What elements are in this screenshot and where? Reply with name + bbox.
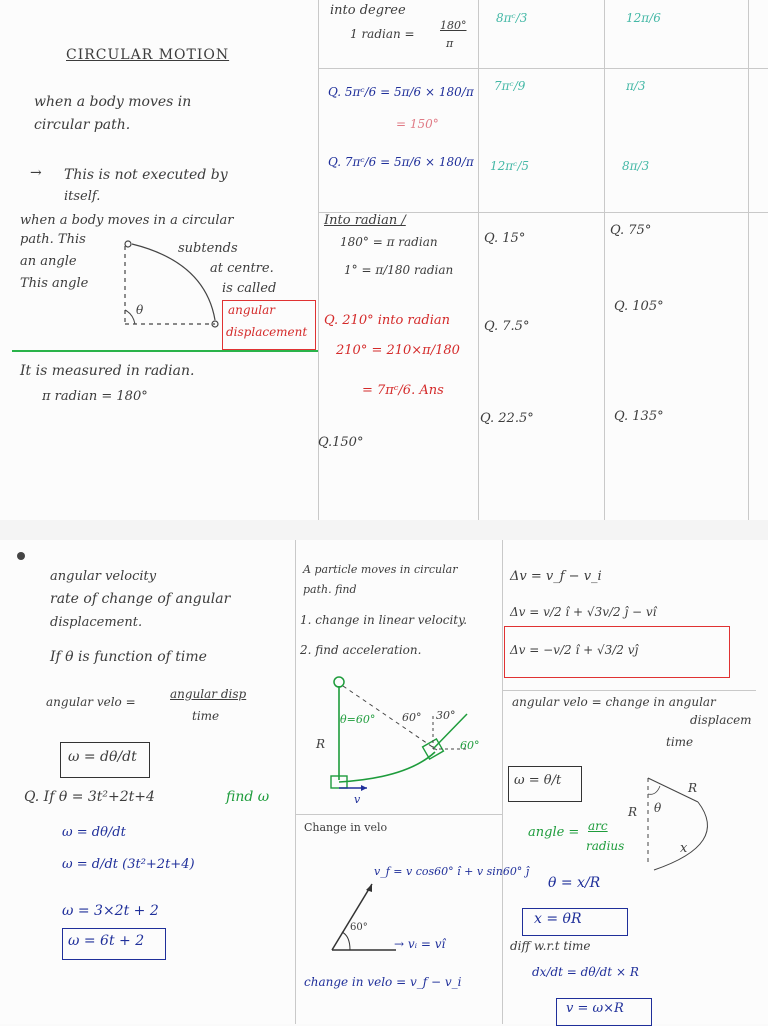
time-denominator: time bbox=[192, 709, 220, 723]
question-75: Q. 75° bbox=[610, 223, 652, 238]
answer-210: = 7πᶜ/6. Ans bbox=[362, 383, 444, 398]
page-title: CIRCULAR MOTION bbox=[66, 47, 230, 63]
question-7pi-6: Q. 7πᶜ/6 = 5π/6 × 180/π bbox=[328, 155, 474, 169]
omega-step: ω = d/dt (3t²+2t+4) bbox=[62, 857, 195, 872]
arc-sector-diagram bbox=[630, 774, 740, 884]
radian-rule: 180° = π radian bbox=[340, 235, 438, 249]
theta-label: θ bbox=[654, 801, 662, 815]
question-105: Q. 105° bbox=[614, 299, 664, 314]
particle-line: A particle moves in circular bbox=[303, 563, 458, 576]
definition-line: an angle bbox=[20, 254, 77, 269]
measured-text: It is measured in radian. bbox=[20, 363, 195, 379]
one-radian-numerator: 180° bbox=[440, 19, 467, 32]
v-omega-r: v = ω×R bbox=[566, 1001, 624, 1016]
teal-fraction: 7πᶜ/9 bbox=[494, 79, 526, 93]
angular-disp-numerator: angular disp bbox=[170, 687, 247, 701]
displacement-word: displacem bbox=[690, 713, 752, 727]
column-divider bbox=[295, 540, 296, 1024]
into-radian-heading: Into radian / bbox=[324, 213, 406, 228]
at-centre-text: at centre. bbox=[210, 261, 274, 276]
question-15: Q. 15° bbox=[484, 231, 526, 246]
theta-x-over-r: θ = x/R bbox=[548, 875, 601, 891]
punch-hole bbox=[17, 552, 25, 560]
differentiate-text: diff w.r.t time bbox=[510, 939, 591, 953]
arc-length-label: x bbox=[680, 841, 688, 856]
definition-line: when a body moves in a circular bbox=[20, 213, 234, 228]
pi-radian-text: π radian = 180° bbox=[42, 389, 148, 404]
into-degree-heading: into degree bbox=[330, 3, 406, 18]
delta-v-step: Δv = v_f − v_i bbox=[510, 569, 602, 584]
velocity-label: v bbox=[354, 793, 361, 806]
radius-word: radius bbox=[586, 839, 625, 853]
note-line: itself. bbox=[64, 189, 101, 204]
intro-line: when a body moves in bbox=[34, 94, 192, 110]
velocity-vector-diagram bbox=[300, 870, 500, 970]
subtends-text: subtends bbox=[178, 241, 238, 256]
theta-60-label: θ=60° bbox=[340, 713, 376, 726]
initial-velocity-equation: → vᵢ = vî bbox=[394, 937, 446, 951]
angular-velocity-heading: angular velocity bbox=[50, 569, 157, 584]
question-7-5: Q. 7.5° bbox=[484, 319, 530, 334]
angle-60-label: 60° bbox=[460, 739, 480, 752]
theta-label: θ bbox=[136, 303, 144, 317]
column-divider bbox=[502, 540, 503, 1024]
radian-rule: 1° = π/180 radian bbox=[344, 263, 454, 277]
angle-30-label: 30° bbox=[436, 709, 456, 722]
arc-word: arc bbox=[588, 819, 608, 833]
delta-v-step: Δv = v/2 î + √3v/2 ĵ − vî bbox=[510, 605, 657, 619]
x-theta-r: x = θR bbox=[534, 911, 582, 927]
definition-line: displacement. bbox=[50, 615, 143, 630]
particle-line: path. find bbox=[303, 583, 357, 596]
displacement-label: displacement bbox=[226, 325, 308, 339]
teal-fraction: 8πᶜ/3 bbox=[496, 11, 528, 25]
arrow-icon: → bbox=[30, 165, 42, 181]
delta-v-answer: Δv = −v/2 î + √3/2 vĵ bbox=[510, 643, 639, 657]
definition-line: rate of change of angular bbox=[50, 591, 231, 607]
teal-fraction: 12π/6 bbox=[626, 11, 661, 25]
change-in-velo-heading: Change in velo bbox=[304, 821, 388, 834]
omega-step: ω = dθ/dt bbox=[62, 825, 126, 840]
column-divider bbox=[748, 0, 749, 520]
final-velocity-equation: v_f = v cos60° î + v sin60° ĵ bbox=[374, 865, 530, 878]
note-line: This is not executed by bbox=[64, 167, 228, 183]
particle-question-2: 2. find acceleration. bbox=[300, 643, 422, 657]
row-divider bbox=[318, 68, 768, 69]
question-theta: Q. If θ = 3t²+2t+4 bbox=[24, 789, 155, 805]
radius-label: R bbox=[316, 737, 326, 751]
row-divider bbox=[502, 690, 756, 691]
column-divider bbox=[478, 0, 479, 520]
angular-label: angular bbox=[228, 303, 276, 317]
angular-velo-equation: angular velo = bbox=[46, 695, 136, 709]
change-in-velo-equation: change in velo = v_f − v_i bbox=[304, 975, 462, 989]
angle-60-label: 60° bbox=[350, 922, 368, 933]
one-radian-text: 1 radian = bbox=[350, 27, 415, 41]
one-radian-denominator: π bbox=[446, 37, 454, 50]
angular-velo-definition: angular velo = change in angular bbox=[512, 695, 716, 709]
question-150: Q.150° bbox=[318, 435, 364, 450]
time-word: time bbox=[666, 735, 694, 749]
column-divider bbox=[604, 0, 605, 520]
function-of-time-text: If θ is function of time bbox=[50, 649, 207, 665]
omega-definition: ω = dθ/dt bbox=[68, 749, 137, 765]
dx-dt-equation: dx/dt = dθ/dt × R bbox=[532, 965, 639, 979]
teal-fraction: π/3 bbox=[626, 79, 646, 93]
particle-question-1: 1. change in linear velocity. bbox=[300, 613, 468, 627]
is-called-text: is called bbox=[222, 281, 277, 296]
question-210: Q. 210° into radian bbox=[324, 313, 451, 328]
radius-label: R bbox=[688, 781, 698, 795]
row-divider bbox=[295, 814, 502, 815]
definition-line: path. This bbox=[20, 232, 86, 247]
angle-formula: angle = bbox=[528, 825, 580, 840]
angle-60-label: 60° bbox=[402, 711, 422, 724]
teal-fraction: 12πᶜ/5 bbox=[490, 159, 530, 173]
intro-line: circular path. bbox=[34, 117, 131, 133]
question-135: Q. 135° bbox=[614, 409, 664, 424]
omega-step: ω = 3×2t + 2 bbox=[62, 903, 159, 919]
teal-fraction: 8π/3 bbox=[622, 159, 650, 173]
bottom-page bbox=[0, 540, 768, 1024]
step-210: 210° = 210×π/180 bbox=[336, 343, 460, 358]
question-5pi-6: Q. 5πᶜ/6 = 5π/6 × 180/π bbox=[328, 85, 474, 99]
definition-line: This angle bbox=[20, 276, 89, 291]
omega-theta-t: ω = θ/t bbox=[514, 773, 562, 788]
answer-150: = 150° bbox=[396, 117, 439, 131]
page-gap bbox=[0, 520, 768, 540]
question-22-5: Q. 22.5° bbox=[480, 411, 534, 426]
radius-label: R bbox=[628, 805, 638, 819]
find-omega: find ω bbox=[226, 789, 270, 805]
omega-answer: ω = 6t + 2 bbox=[68, 933, 145, 949]
